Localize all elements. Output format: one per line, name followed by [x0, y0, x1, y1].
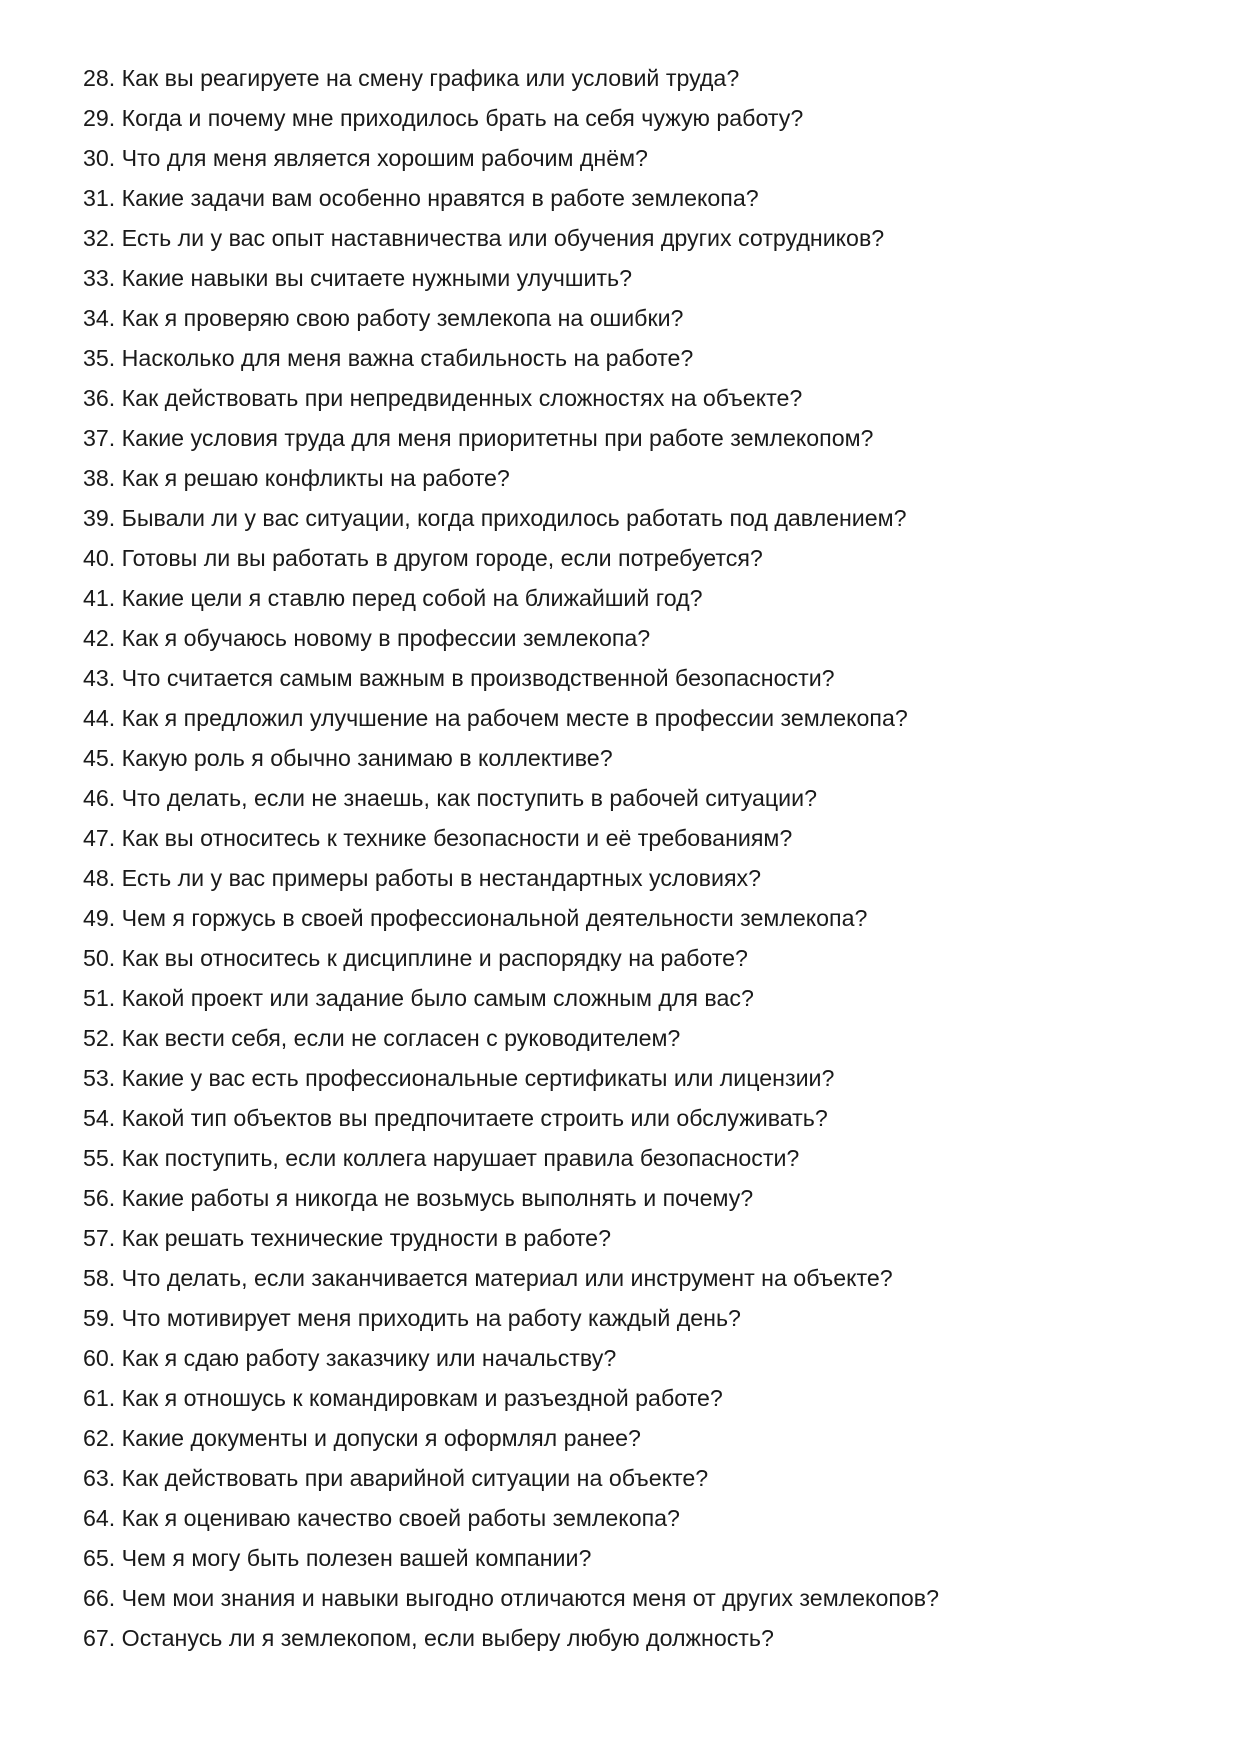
question-item: 54. Какой тип объектов вы предпочитаете строить или обслуживать?: [83, 1105, 828, 1131]
question-item: 47. Как вы относитесь к технике безопасности и её требованиям?: [83, 825, 793, 851]
question-item: 61. Как я отношусь к командировкам и разъездной работе?: [83, 1385, 723, 1411]
question-list: [83, 58, 1183, 1658]
question-item: 51. Какой проект или задание было самым сложным для вас?: [83, 985, 754, 1011]
question-item: 46. Что делать, если не знаешь, как поступить в рабочей ситуации?: [83, 785, 817, 811]
question-item: 35. Насколько для меня важна стабильность на работе?: [83, 345, 694, 371]
question-item: 42. Как я обучаюсь новому в профессии землекопа?: [83, 625, 651, 651]
question-item: 63. Как действовать при аварийной ситуации на объекте?: [83, 1465, 709, 1491]
question-item: 32. Есть ли у вас опыт наставничества или обучения других сотрудников?: [83, 225, 885, 251]
question-item: 49. Чем я горжусь в своей профессиональной деятельности землекопа?: [83, 905, 868, 931]
question-item: 53. Какие у вас есть профессиональные сертификаты или лицензии?: [83, 1065, 835, 1091]
question-item: 52. Как вести себя, если не согласен с руководителем?: [83, 1025, 681, 1051]
question-item: 41. Какие цели я ставлю перед собой на ближайший год?: [83, 585, 703, 611]
question-item: 37. Какие условия труда для меня приоритетны при работе землекопом?: [83, 425, 874, 451]
question-item: 44. Как я предложил улучшение на рабочем месте в профессии землекопа?: [83, 705, 908, 731]
question-item: 34. Как я проверяю свою работу землекопа на ошибки?: [83, 305, 684, 331]
question-item: 33. Какие навыки вы считаете нужными улучшить?: [83, 265, 633, 291]
question-item: 45. Какую роль я обычно занимаю в коллективе?: [83, 745, 613, 771]
question-item: 31. Какие задачи вам особенно нравятся в работе землекопа?: [83, 185, 759, 211]
question-item: 60. Как я сдаю работу заказчику или начальству?: [83, 1345, 617, 1371]
question-item: 58. Что делать, если заканчивается материал или инструмент на объекте?: [83, 1265, 893, 1291]
question-item: 30. Что для меня является хорошим рабочим днём?: [83, 145, 648, 171]
question-item: 50. Как вы относитесь к дисциплине и распорядку на работе?: [83, 945, 748, 971]
question-item: 48. Есть ли у вас примеры работы в нестандартных условиях?: [83, 865, 761, 891]
question-item: 59. Что мотивирует меня приходить на работу каждый день?: [83, 1305, 741, 1331]
question-item: 38. Как я решаю конфликты на работе?: [83, 465, 510, 491]
question-item: 39. Бывали ли у вас ситуации, когда приходилось работать под давлением?: [83, 505, 907, 531]
question-item: 65. Чем я могу быть полезен вашей компании?: [83, 1545, 592, 1571]
question-item: 62. Какие документы и допуски я оформлял ранее?: [83, 1425, 641, 1451]
question-item: 64. Как я оцениваю качество своей работы землекопа?: [83, 1505, 680, 1531]
question-item: 43. Что считается самым важным в производственной безопасности?: [83, 665, 835, 691]
question-item: 36. Как действовать при непредвиденных сложностях на объекте?: [83, 385, 803, 411]
question-item: 28. Как вы реагируете на смену графика или условий труда?: [83, 65, 740, 91]
question-item: 67. Останусь ли я землекопом, если выберу любую должность?: [83, 1625, 774, 1651]
question-item: 55. Как поступить, если коллега нарушает правила безопасности?: [83, 1145, 800, 1171]
question-item: 56. Какие работы я никогда не возьмусь выполнять и почему?: [83, 1185, 754, 1211]
question-item: 29. Когда и почему мне приходилось брать на себя чужую работу?: [83, 105, 804, 131]
question-item: 57. Как решать технические трудности в работе?: [83, 1225, 611, 1251]
question-item: 66. Чем мои знания и навыки выгодно отличаются меня от других землекопов?: [83, 1585, 940, 1611]
question-item: 40. Готовы ли вы работать в другом городе, если потребуется?: [83, 545, 763, 571]
